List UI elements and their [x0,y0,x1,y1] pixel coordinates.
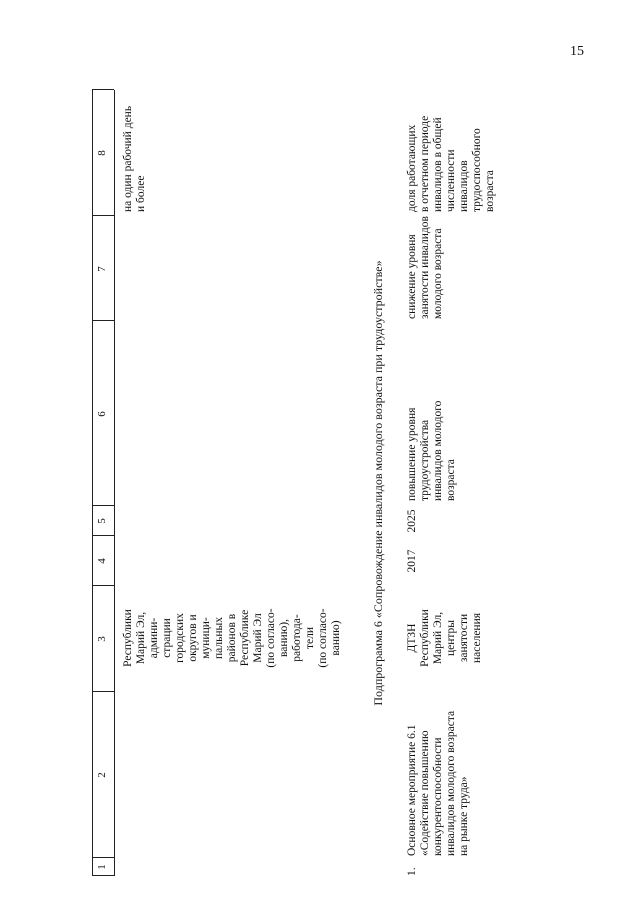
header-col-1: 1 [96,864,108,870]
continuation-executor-line: работода- [291,614,303,662]
continuation-executor-line: районов в [226,613,238,663]
header-col-3: 3 [96,636,108,642]
continuation-result [122,88,148,212]
executor-line: Республики [419,609,431,667]
col-divider-7 [92,215,114,216]
consequences-line: молодого возраста [432,228,444,319]
measure-line: конкурентоспособности [432,737,444,856]
rotated-table-page [92,76,640,876]
indicator-line: трудоспособного [471,128,483,212]
row-measure [406,692,471,856]
row-end-year: 2025 [406,509,418,533]
indicator-line: возраста [484,170,496,212]
continuation-executor [122,586,343,690]
header-col-5: 5 [96,518,108,524]
header-col-7: 7 [96,266,108,272]
consequences-line: снижение уровня [406,234,418,319]
col-divider-6 [92,320,114,321]
continuation-executor-line: муници- [200,617,212,659]
continuation-result-line: на один рабочий день [122,105,134,212]
consequences-line: занятости инвалидов [419,216,431,319]
executor-line: Марий Эл, [432,611,444,665]
continuation-executor-line: страции [161,618,173,658]
indicator-line: в отчетном периоде [419,115,431,212]
indicator-line: инвалидов в общей [432,117,444,212]
row-number: 1. [406,867,418,876]
continuation-executor-line: Республике [239,609,251,667]
col-divider-2 [92,691,114,692]
header-col-4: 4 [96,558,108,564]
executor-line: населения [471,612,483,664]
continuation-executor-line: тели [304,626,316,650]
continuation-executor-line: ванию), [278,619,290,657]
continuation-executor-line: админи- [148,617,160,659]
indicator-line: численности [445,149,457,212]
continuation-executor-line: Республики [122,609,134,667]
expected-result-line: повышение уровня [406,407,418,501]
executor-line: центры [445,619,457,657]
page-number: 15 [570,44,584,59]
expected-result-line: инвалидов молодого [432,400,444,501]
header-col-2: 2 [96,772,108,778]
col-divider-8 [92,89,114,90]
executor-line: ДТЗН [406,623,418,653]
expected-result-line: трудоустройства [419,419,431,501]
header-top-border [92,90,93,876]
indicator-line: инвалидов [458,160,470,212]
expected-result-line: возраста [445,459,457,501]
continuation-executor-line: ванию) [330,620,342,656]
measure-line: Основное мероприятие 6.1 [406,724,418,856]
header-col-8: 8 [96,150,108,156]
continuation-executor-line: Марий Эл [252,613,264,663]
continuation-executor-line: (по согласо- [265,608,277,668]
row-start-year: 2017 [406,549,418,573]
continuation-result-line: и более [135,175,147,212]
executor-line: занятости [458,613,470,663]
subprogram-title: Подпрограмма 6 «Сопровождение инвалидов молодого возраста при трудоустройстве» [371,260,385,706]
header-col-6: 6 [96,411,108,417]
row-indicator [406,90,497,212]
measure-line: инвалидов молодого возраста [445,710,457,856]
continuation-executor-line: (по согласо- [317,608,329,668]
measure-line: «Содействие повышению [419,730,431,856]
continuation-executor-line: Марий Эл, [135,611,147,665]
row-executor [406,586,484,690]
col-divider-3 [92,585,114,586]
indicator-line: доля работающих [406,124,418,212]
continuation-executor-line: городских [174,613,186,663]
header-bottom-border [114,90,115,876]
measure-line: на рынке труда» [458,776,470,856]
row-consequences [406,216,445,319]
continuation-executor-line: округов и [187,614,199,662]
continuation-executor-line: пальных [213,617,225,659]
row-expected-result [406,325,458,501]
